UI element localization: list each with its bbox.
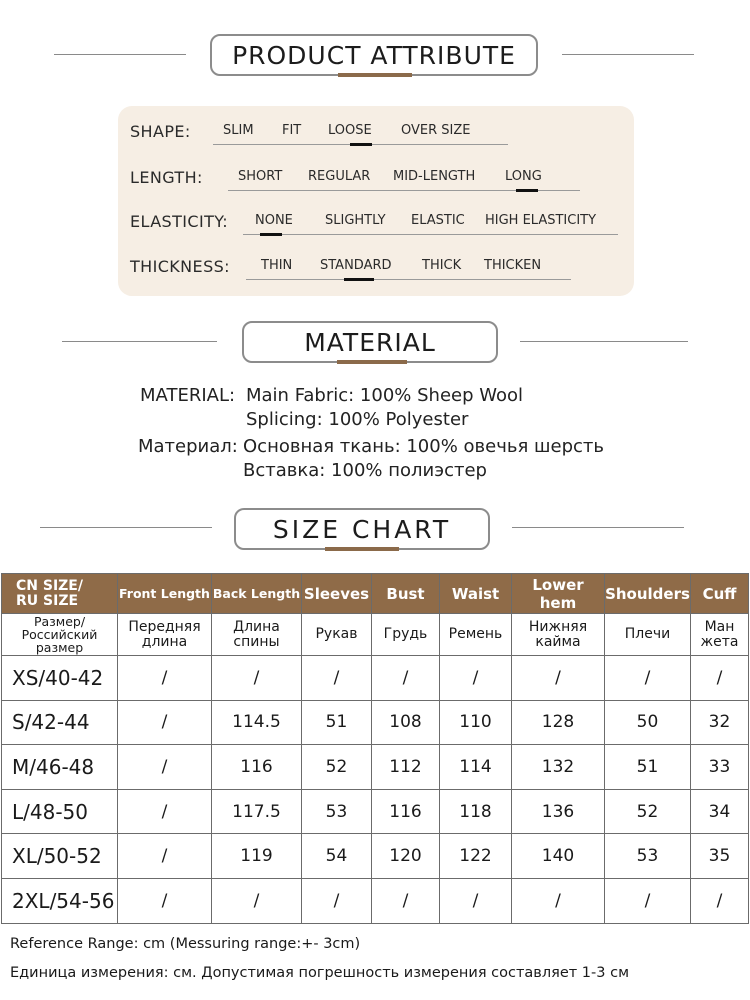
table-cell: 114 bbox=[440, 745, 512, 790]
header-ru-label: Передняя длина bbox=[128, 618, 201, 650]
attribute-panel bbox=[118, 106, 634, 296]
table-cell: 116 bbox=[372, 789, 440, 834]
size-chart-table bbox=[1, 573, 749, 924]
table-cell: 52 bbox=[302, 745, 372, 790]
table-cell: 53 bbox=[605, 834, 691, 879]
table-cell: 119 bbox=[212, 834, 302, 879]
table-cell: 33 bbox=[691, 745, 749, 790]
header-ru-label: Длина спины bbox=[233, 618, 280, 650]
reference-range-note-ru: Единица измерения: см. Допустимая погрешность измерения составляет 1-3 см bbox=[10, 965, 630, 981]
material-label-ru: Материал: bbox=[138, 436, 238, 457]
table-cell: 128 bbox=[512, 700, 605, 745]
header-ru-cell bbox=[118, 614, 212, 656]
table-cell: 122 bbox=[440, 834, 512, 879]
attr-option: THICKEN bbox=[484, 258, 542, 273]
table-cell: / bbox=[605, 656, 691, 701]
attr-selected-marker bbox=[516, 189, 538, 192]
material-main-fabric-ru: Основная ткань: 100% овечья шерсть bbox=[243, 436, 604, 457]
table-cell: 110 bbox=[440, 700, 512, 745]
table-row bbox=[2, 700, 749, 745]
heading-accent-bar bbox=[338, 73, 412, 77]
heading-rule-left bbox=[62, 341, 217, 342]
table-cell: / bbox=[691, 878, 749, 923]
size-chart-heading bbox=[234, 508, 490, 550]
material-splicing-ru: Вставка: 100% полиэстер bbox=[243, 460, 487, 481]
table-row bbox=[2, 878, 749, 923]
attr-option-selected: NONE bbox=[255, 213, 293, 228]
table-cell: 120 bbox=[372, 834, 440, 879]
header-label: CN SIZE/ RU SIZE bbox=[16, 577, 83, 609]
header-ru-size bbox=[2, 614, 118, 656]
heading-rule-right bbox=[562, 54, 694, 55]
table-cell: / bbox=[605, 878, 691, 923]
attr-option: HIGH ELASTICITY bbox=[485, 213, 597, 228]
table-cell: / bbox=[118, 834, 212, 879]
table-cell: 118 bbox=[440, 789, 512, 834]
attr-underline bbox=[243, 234, 618, 235]
attr-option: FIT bbox=[282, 123, 302, 138]
table-cell: / bbox=[691, 656, 749, 701]
table-cell: 51 bbox=[302, 700, 372, 745]
attr-option: SHORT bbox=[238, 169, 283, 184]
material-label-en: MATERIAL: bbox=[140, 385, 236, 406]
attr-option-selected: STANDARD bbox=[320, 258, 392, 273]
table-cell: / bbox=[512, 878, 605, 923]
size-cell: L/48-50 bbox=[2, 789, 118, 834]
table-cell: / bbox=[118, 700, 212, 745]
attr-option: SLIGHTLY bbox=[325, 213, 386, 228]
attr-row-shape bbox=[130, 120, 620, 150]
table-cell: 52 bbox=[605, 789, 691, 834]
header-ru-label: Размер/ Российский размер bbox=[21, 614, 98, 655]
attr-option: SLIM bbox=[223, 123, 254, 138]
table-cell: / bbox=[212, 878, 302, 923]
table-header-row bbox=[2, 574, 749, 614]
table-row bbox=[2, 745, 749, 790]
header-ru-label: Грудь bbox=[383, 626, 428, 642]
table-cell: / bbox=[302, 656, 372, 701]
attr-selected-marker bbox=[350, 143, 372, 146]
header-shoulders: Shoulders bbox=[605, 574, 691, 614]
header-ru-label: Ман жета bbox=[700, 618, 739, 650]
header-bust: Bust bbox=[372, 574, 440, 614]
attr-option-selected: LONG bbox=[505, 169, 542, 184]
table-cell: / bbox=[118, 789, 212, 834]
header-ru-cell bbox=[302, 614, 372, 656]
table-row bbox=[2, 789, 749, 834]
table-cell: 112 bbox=[372, 745, 440, 790]
material-heading bbox=[242, 321, 498, 363]
attr-option-selected: LOOSE bbox=[328, 123, 372, 138]
product-attribute-title: PRODUCT ATTRIBUTE bbox=[232, 40, 516, 70]
size-cell: XL/50-52 bbox=[2, 834, 118, 879]
table-cell: 116 bbox=[212, 745, 302, 790]
attr-option: THIN bbox=[261, 258, 293, 273]
table-cell: / bbox=[118, 878, 212, 923]
size-cell: 2XL/54-56 bbox=[2, 878, 118, 923]
attr-row-length bbox=[130, 166, 620, 196]
header-back-length: Back Length bbox=[212, 574, 302, 614]
attr-option: ELASTIC bbox=[411, 213, 465, 228]
table-cell: 32 bbox=[691, 700, 749, 745]
table-cell: / bbox=[302, 878, 372, 923]
size-cell: S/42-44 bbox=[2, 700, 118, 745]
header-ru-cell bbox=[440, 614, 512, 656]
table-row bbox=[2, 656, 749, 701]
attr-label-thickness: THICKNESS: bbox=[130, 257, 230, 276]
header-ru-label: Ремень bbox=[448, 626, 503, 642]
table-row bbox=[2, 834, 749, 879]
attr-label-length: LENGTH: bbox=[130, 168, 203, 187]
table-cell: 51 bbox=[605, 745, 691, 790]
header-waist: Waist bbox=[440, 574, 512, 614]
heading-rule-right bbox=[512, 527, 684, 528]
attr-option: OVER SIZE bbox=[401, 123, 471, 138]
header-front-length: Front Length bbox=[118, 574, 212, 614]
attr-row-elasticity bbox=[130, 210, 630, 240]
header-ru-cell bbox=[372, 614, 440, 656]
table-cell: 53 bbox=[302, 789, 372, 834]
material-main-fabric-en: Main Fabric: 100% Sheep Wool bbox=[246, 385, 524, 406]
attr-option: THICK bbox=[422, 258, 462, 273]
table-header-ru-row bbox=[2, 614, 749, 656]
attr-selected-marker bbox=[344, 278, 374, 281]
table-cell: / bbox=[512, 656, 605, 701]
header-ru-label: Плечи bbox=[624, 626, 671, 642]
table-cell: / bbox=[440, 656, 512, 701]
attr-selected-marker bbox=[260, 233, 282, 236]
attr-row-thickness bbox=[130, 255, 620, 285]
heading-rule-left bbox=[54, 54, 186, 55]
heading-rule-right bbox=[520, 341, 688, 342]
material-title: MATERIAL bbox=[304, 327, 436, 357]
reference-range-note-en: Reference Range: cm (Messuring range:+- 3cm) bbox=[10, 936, 361, 952]
table-cell: 132 bbox=[512, 745, 605, 790]
size-chart-title: SIZE CHART bbox=[272, 514, 452, 544]
table-cell: 136 bbox=[512, 789, 605, 834]
header-ru-cell bbox=[605, 614, 691, 656]
table-cell: 34 bbox=[691, 789, 749, 834]
table-cell: / bbox=[440, 878, 512, 923]
header-ru-label: Нижняя кайма bbox=[528, 618, 588, 650]
heading-accent-bar bbox=[325, 547, 399, 551]
table-cell: 35 bbox=[691, 834, 749, 879]
header-ru-cell bbox=[512, 614, 605, 656]
attr-label-elasticity: ELASTICITY: bbox=[130, 212, 229, 231]
attr-option: REGULAR bbox=[308, 169, 371, 184]
header-cuff: Cuff bbox=[691, 574, 749, 614]
table-cell: 117.5 bbox=[212, 789, 302, 834]
header-ru-cell bbox=[691, 614, 749, 656]
table-cell: 114.5 bbox=[212, 700, 302, 745]
heading-accent-bar bbox=[337, 360, 407, 364]
attr-label-shape: SHAPE: bbox=[130, 122, 191, 141]
table-cell: / bbox=[118, 745, 212, 790]
material-splicing-en: Splicing: 100% Polyester bbox=[246, 409, 469, 430]
table-cell: 50 bbox=[605, 700, 691, 745]
header-lower-hem: Lower hem bbox=[512, 574, 605, 614]
table-cell: / bbox=[372, 656, 440, 701]
product-attribute-heading bbox=[210, 34, 538, 76]
header-cn-size bbox=[2, 574, 118, 614]
heading-rule-left bbox=[40, 527, 212, 528]
header-ru-cell bbox=[212, 614, 302, 656]
header-ru-label: Рукав bbox=[315, 626, 358, 642]
table-cell: / bbox=[372, 878, 440, 923]
table-body bbox=[2, 656, 749, 924]
table-cell: / bbox=[118, 656, 212, 701]
table-cell: 108 bbox=[372, 700, 440, 745]
table-cell: 140 bbox=[512, 834, 605, 879]
table-cell: / bbox=[212, 656, 302, 701]
attr-underline bbox=[246, 279, 571, 280]
size-cell: M/46-48 bbox=[2, 745, 118, 790]
attr-option: MID-LENGTH bbox=[393, 169, 476, 184]
header-sleeves: Sleeves bbox=[302, 574, 372, 614]
table-cell: 54 bbox=[302, 834, 372, 879]
size-cell: XS/40-42 bbox=[2, 656, 118, 701]
